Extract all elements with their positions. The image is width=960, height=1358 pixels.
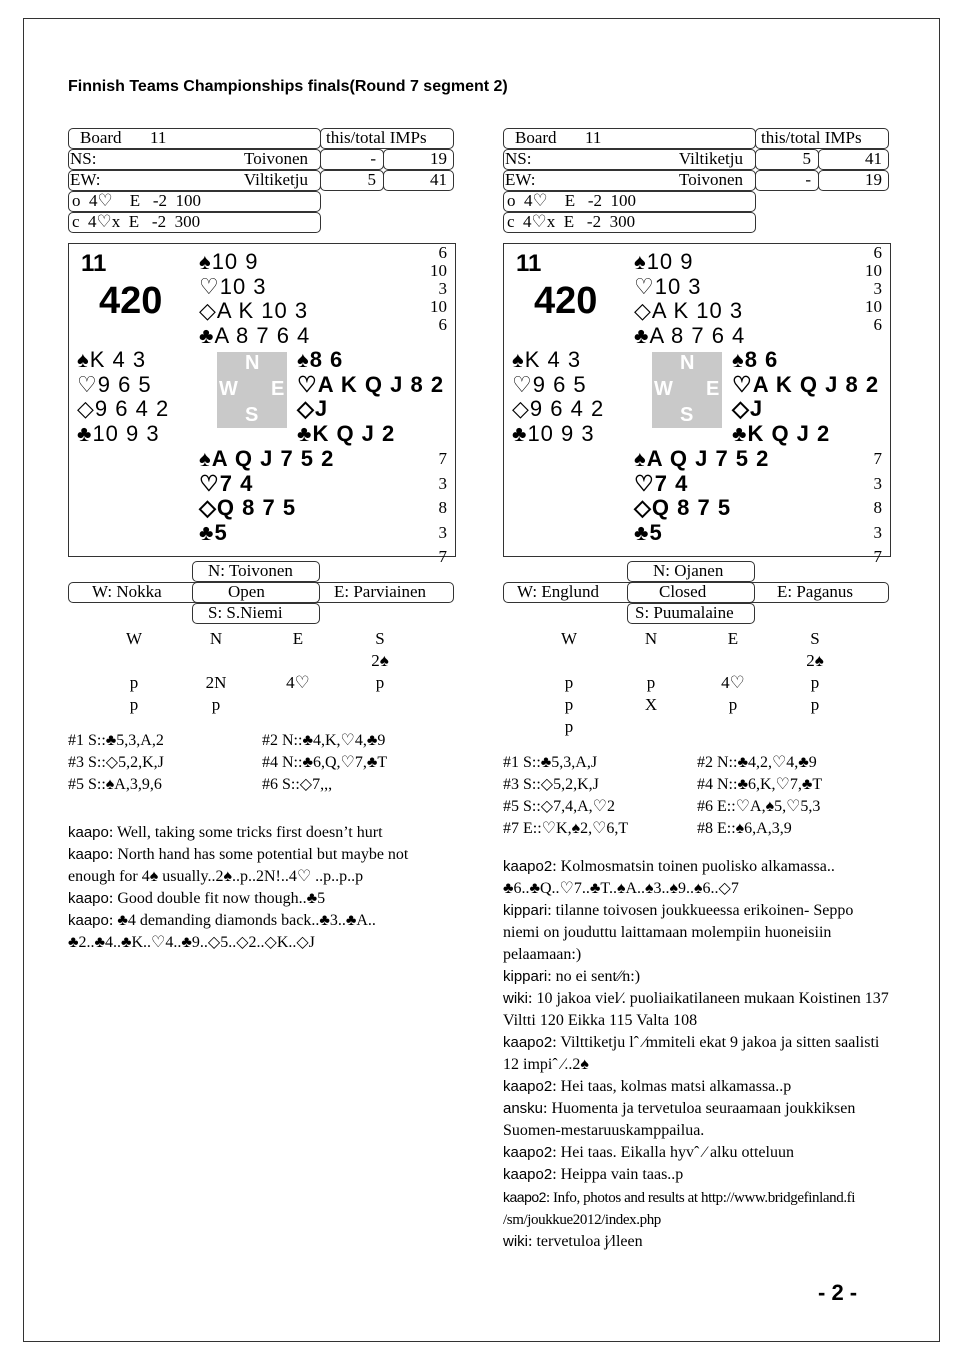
commentator-name: wiki xyxy=(503,1233,528,1250)
west-player: W: Englund xyxy=(517,582,599,601)
ns-total-imps: 41 xyxy=(865,149,882,168)
north-player: N: Toivonen xyxy=(208,561,293,580)
commentator-name: kaapo xyxy=(68,890,109,907)
trick-row: #5 S::♠A,3,9,6 #6 S::◇7,,, xyxy=(68,776,333,793)
west-spades: ♠K 4 3 xyxy=(77,347,147,372)
comment: kaapo2: Hei taas. Eikalla hyvˆ ⁄ alku otteluun xyxy=(503,1144,794,1161)
commentator-name: kippari xyxy=(503,968,548,985)
south-player-row xyxy=(503,603,891,624)
east-spades: ♠8 6 xyxy=(297,347,344,372)
imps-label: this/total IMPs xyxy=(326,128,427,147)
comment: wiki: 10 jakoa viel⁄. puoliaikatilaneen mukaan Koistinen 137 Viltti 120 Eikka 115 Valta 108 xyxy=(503,990,889,1029)
comment: kaapo: Good double fit now though..♣5 xyxy=(68,890,326,907)
north-spades: ♠10 9 xyxy=(199,249,259,274)
commentator-name: kaapo xyxy=(68,912,109,929)
south-hand xyxy=(199,447,334,545)
commentator-name: kaapo2 xyxy=(503,1034,553,1051)
comment: kaapo2: Kolmosmatsin toinen puolisko alkamassa.. ♣6..♣Q..♡7..♣T..♠A..♠3..♠9..♠6..◇7 xyxy=(503,858,835,897)
ew-total-imps: 19 xyxy=(865,170,882,189)
result-open-row xyxy=(503,191,891,212)
bid-row: p X p p xyxy=(564,695,820,714)
deal-diagram xyxy=(68,243,456,566)
south-spades: ♠A Q J 7 5 2 xyxy=(634,446,770,471)
west-diamonds: ◇9 6 4 2 xyxy=(512,396,605,421)
open-room-column xyxy=(68,128,456,954)
east-clubs: ♣K Q J 2 xyxy=(732,420,831,446)
north-player-row xyxy=(68,561,456,582)
comment: kaapo: Well, taking some tricks first doesn’t hurt xyxy=(68,824,383,841)
commentator-name: kaapo xyxy=(68,824,109,841)
bid-row: p p 4♡ p xyxy=(564,673,820,692)
south-clubs: ♣5 xyxy=(199,519,228,545)
ew-players-row xyxy=(68,582,456,603)
compass-rose: N W E S xyxy=(652,352,722,428)
south-hearts: ♡7 4 xyxy=(634,470,689,496)
west-hearts: ♡9 6 5 xyxy=(77,371,152,397)
trick-row: #1 S::♣5,3,A,J #2 N::♣4,2,♡4,♣9 xyxy=(503,754,817,771)
bid-row: p xyxy=(564,717,574,736)
score-value: 420 xyxy=(99,280,163,322)
commentator-name: kaapo2 xyxy=(503,1189,546,1205)
header-board-row xyxy=(68,128,456,149)
south-hearts: ♡7 4 xyxy=(199,470,254,496)
trick-list xyxy=(68,730,456,796)
commentator-name: kaapo2 xyxy=(503,1078,553,1095)
south-player: S: Puumalaine xyxy=(635,603,734,622)
bidding-table xyxy=(68,628,456,716)
closed-room-column xyxy=(503,128,891,1253)
west-spades: ♠K 4 3 xyxy=(512,347,582,372)
east-clubs: ♣K Q J 2 xyxy=(297,420,396,446)
north-player-row xyxy=(503,561,891,582)
west-clubs: ♣10 9 3 xyxy=(512,420,595,446)
comment: wiki: tervetuloa j⁄lleen xyxy=(503,1233,643,1250)
north-player: N: Ojanen xyxy=(653,561,724,580)
north-hcp: 6 10 3 10 6 xyxy=(430,243,447,334)
score-value: 420 xyxy=(534,280,598,322)
bid-header-row: W N E S xyxy=(125,629,385,648)
east-diamonds: ◇J xyxy=(297,396,329,421)
room-label: Closed xyxy=(659,582,707,601)
east-spades: ♠8 6 xyxy=(732,347,779,372)
south-player: S: S.Niemi xyxy=(208,603,283,622)
comment: kippari: no ei sent⁄⁄n:) xyxy=(503,968,641,985)
comment: kaapo2: Hei taas, kolmas matsi alkamassa..p xyxy=(503,1078,792,1095)
board-label: Board xyxy=(515,128,557,147)
trick-row: #7 E::♡K,♠2,♡6,T #8 E::♠6,A,3,9 xyxy=(503,820,792,837)
north-hand xyxy=(199,250,310,348)
board-number-large: 11 xyxy=(81,250,107,277)
west-diamonds: ◇9 6 4 2 xyxy=(77,396,170,421)
ns-label: NS: xyxy=(505,149,532,168)
ns-label: NS: xyxy=(70,149,97,168)
bidding-table xyxy=(503,628,891,738)
west-hand xyxy=(77,348,169,446)
south-hand xyxy=(634,447,769,545)
north-diamonds: ◇A K 10 3 xyxy=(199,298,309,323)
result-open: o 4♡ E -2 100 xyxy=(72,191,202,210)
commentator-name: kaapo2 xyxy=(503,1166,553,1183)
compass-rose: N W E S xyxy=(217,352,287,428)
board-label: Board xyxy=(80,128,122,147)
ns-team: Viltiketju xyxy=(678,149,743,168)
ew-this-imps: - xyxy=(805,170,811,189)
board-number-large: 11 xyxy=(516,250,542,277)
ew-team: Toivonen xyxy=(679,170,743,189)
trick-row: #1 S::♣5,3,A,2 #2 N::♣4,K,♡4,♣9 xyxy=(68,732,386,749)
bid-row: p p xyxy=(129,695,221,714)
commentator-name: wiki xyxy=(503,990,528,1007)
bid-header-row: W N E S xyxy=(560,629,820,648)
ew-label: EW: xyxy=(70,170,101,189)
ew-this-imps: 5 xyxy=(367,170,376,189)
south-diamonds: ◇Q 8 7 5 xyxy=(199,495,297,520)
commentator-name: ansku xyxy=(503,1100,544,1117)
north-hcp: 6 10 3 10 6 xyxy=(865,243,882,334)
comment: kippari: tilanne toivosen joukkueessa erikoinen- Seppo niemi on jouduttu laittamaan molempiin huoneisiin pelaamaan:) xyxy=(503,902,854,963)
north-hand xyxy=(634,250,745,348)
ns-this-imps: - xyxy=(370,149,376,168)
south-hcp: 7 3 8 3 7 xyxy=(438,449,447,566)
commentator-name: kaapo xyxy=(68,846,109,863)
trick-row: #3 S::◇5,2,K,J #4 N::♣6,Q,♡7,♣T xyxy=(68,754,388,771)
north-diamonds: ◇A K 10 3 xyxy=(634,298,744,323)
ns-this-imps: 5 xyxy=(802,149,811,168)
result-closed-row xyxy=(503,212,891,233)
south-spades: ♠A Q J 7 5 2 xyxy=(199,446,335,471)
board-number: 11 xyxy=(150,128,167,147)
ew-players-row xyxy=(503,582,891,603)
east-diamonds: ◇J xyxy=(732,396,764,421)
header-ns-row xyxy=(503,149,891,170)
east-player: E: Paganus xyxy=(777,582,854,601)
ew-label: EW: xyxy=(505,170,536,189)
result-closed-row xyxy=(68,212,456,233)
commentary xyxy=(68,822,456,954)
deal-diagram xyxy=(503,243,891,566)
east-hand xyxy=(732,348,879,446)
commentator-name: kaapo2 xyxy=(503,858,553,875)
imps-label: this/total IMPs xyxy=(761,128,862,147)
north-hearts: ♡10 3 xyxy=(634,273,702,299)
comment: ansku: Huomenta ja tervetuloa seuraamaan joukkiksen Suomen-mestaruuskamppailua. xyxy=(503,1100,856,1139)
east-hearts: ♡A K Q J 8 2 xyxy=(732,371,880,397)
header-ew-row xyxy=(68,170,456,191)
south-player-row xyxy=(68,603,456,624)
header-board-row xyxy=(503,128,891,149)
page-number: - 2 - xyxy=(818,1280,858,1305)
ew-team: Viltiketju xyxy=(243,170,308,189)
header-ew-row xyxy=(503,170,891,191)
bid-row: 2♠ xyxy=(371,651,389,670)
comment: kaapo2: Info, photos and results at http://www.bridgefinland.fi /sm/joukkue2012/index.php xyxy=(503,1189,856,1228)
east-hearts: ♡A K Q J 8 2 xyxy=(297,371,445,397)
commentator-name: kaapo2 xyxy=(503,1144,553,1161)
north-spades: ♠10 9 xyxy=(634,249,694,274)
west-hand xyxy=(512,348,604,446)
west-hearts: ♡9 6 5 xyxy=(512,371,587,397)
result-open: o 4♡ E -2 100 xyxy=(507,191,637,210)
result-closed: c 4♡x E -2 300 xyxy=(507,212,636,231)
bid-row: 2♠ xyxy=(806,651,824,670)
trick-row: #3 S::◇5,2,K,J #4 N::♣6,K,♡7,♣T xyxy=(503,776,823,793)
commentary xyxy=(503,856,891,1253)
result-open-row xyxy=(68,191,456,212)
trick-row: #5 S::◇7,4,A,♡2 #6 E::♡A,♠5,♡5,3 xyxy=(503,798,821,815)
south-clubs: ♣5 xyxy=(634,519,663,545)
comment: kaapo: North hand has some potential but maybe not enough for 4♠ usually..2♠..p..2N!..4♡ ..p..p..p xyxy=(68,846,409,885)
trick-list xyxy=(503,752,891,840)
room-label: Open xyxy=(228,582,265,601)
ns-team: Toivonen xyxy=(244,149,308,168)
bid-row: p 2N 4♡ p xyxy=(129,673,385,692)
south-diamonds: ◇Q 8 7 5 xyxy=(634,495,732,520)
header-ns-row xyxy=(68,149,456,170)
east-player: E: Parviainen xyxy=(334,582,427,601)
comment: kaapo2: Vilttiketju lˆ ⁄mmiteli ekat 9 jakoa ja sitten saalisti 12 impiˆ ⁄..2♠ xyxy=(503,1034,880,1073)
page-title: Finnish Teams Championships finals(Round 7 segment 2) xyxy=(68,78,508,95)
comment: kaapo2: Heippa vain taas..p xyxy=(503,1166,684,1183)
board-number: 11 xyxy=(585,128,602,147)
comment: kaapo: ♣4 demanding diamonds back..♣3..♣A.. ♣2..♣4..♣K..♡4..♣9..◇5..◇2..◇K..◇J xyxy=(68,912,376,951)
result-closed: c 4♡x E -2 300 xyxy=(72,212,201,231)
north-clubs: ♣A 8 7 6 4 xyxy=(634,322,746,348)
west-player: W: Nokka xyxy=(92,582,162,601)
west-clubs: ♣10 9 3 xyxy=(77,420,160,446)
ew-total-imps: 41 xyxy=(430,170,447,189)
south-hcp: 7 3 8 3 7 xyxy=(873,449,882,566)
north-hearts: ♡10 3 xyxy=(199,273,267,299)
ns-total-imps: 19 xyxy=(430,149,447,168)
north-clubs: ♣A 8 7 6 4 xyxy=(199,322,311,348)
east-hand xyxy=(297,348,444,446)
commentator-name: kippari xyxy=(503,902,548,919)
